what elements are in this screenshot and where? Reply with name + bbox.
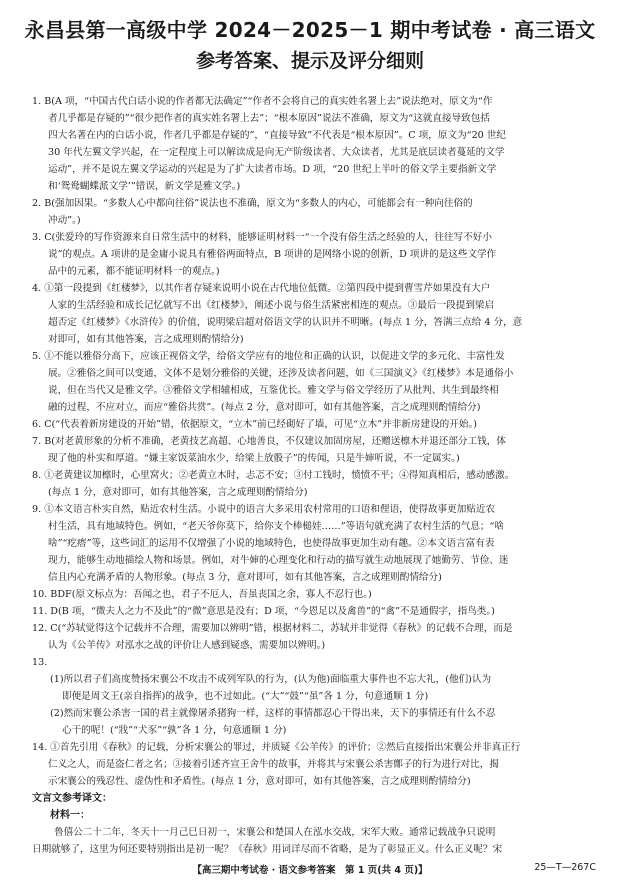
answer-14-line: 仁义之人，而是盗仁者之名；③接着引述齐宣王舍牛的故事，并将其与宋襄公杀害鄫子的行为进行对比，揭 xyxy=(48,759,499,770)
answer-12-line: 认为《公羊传》对泓水之战的评价让人感到疑惑，需要加以辨明。) xyxy=(48,640,326,651)
answer-10-line: 10. BDF(原文标点为：吾闻之也，君子不厄人，吾虽丧国之余，寡人不忍行也。) xyxy=(32,589,372,600)
answer-5-line: 融的过程，不应对立，而应“雅俗共赏”。(每点 2 分，意对即可，如有其他答案，言之成理则酌情给分) xyxy=(48,402,481,413)
answer-item-14 xyxy=(32,739,592,790)
translation-line: 日期就够了，这里为何还要特别指出是初一呢？《春秋》用词详尽而不省略，是为了彰显正义。什么正义呢？宋 xyxy=(32,844,503,855)
answer-item-7 xyxy=(32,433,592,467)
page-subtitle: 参考答案、提示及评分细则 xyxy=(195,50,424,72)
answer-14-line: 示宋襄公的残忍性、虚伪性和矛盾性。(每点 1 分，意对即可，如有其他答案，言之成理则酌情给分) xyxy=(48,776,471,787)
answer-4-line: 人家的生活经验和成长记忆就写不出《红楼梦》，阐述小说与俗生活紧密相连的观点。③最后一段提到梁启 xyxy=(48,300,495,311)
answer-13-part-1-line: (1)所以君子们高度赞扬宋襄公不攻击不成列军队的行为，(认为他)面临重大事件也不忘大礼，(他们)认为 xyxy=(50,674,492,685)
answer-13-part-2-line: (2)然而宋襄公杀害一国的君主就像屠杀猪狗一样，这样的事情都忍心干得出来，天下的事情还有什么不忍 xyxy=(50,708,496,719)
answer-item-9 xyxy=(32,501,592,586)
answer-3-line: 说”的观点。A 项讲的是金庸小说具有雅俗两面特点，B 项讲的是网络小说的创新，D 项讲的是这些文学作 xyxy=(48,249,497,260)
answer-9-line: 啥”“疙瘩”等，这些词汇的运用不仅增强了小说的地域特色，也使得故事更加生动有趣。②本文语言富有表 xyxy=(48,538,495,549)
answer-2-line: 2. B(强加因果。“多数人心中都向往俗”说法也不准确，原文为“多数人的内心，可能都会有一种向往俗的 xyxy=(32,198,473,209)
translation-section-title: 文言文参考译文： xyxy=(32,793,112,804)
answer-5-line: 展。②雅俗之间可以变通，文体不是划分雅俗的关键，还涉及读者问题，如《三国演义》《红楼梦》本是通俗小 xyxy=(48,368,514,379)
answer-item-1 xyxy=(32,93,592,195)
answer-item-12 xyxy=(32,620,592,654)
answer-13-part-2-line: 心干的呢！(“戕”“犬豕”“孰”各 1 分，句意通顺 1 分) xyxy=(62,725,287,736)
material-title: 材料一： xyxy=(50,810,90,821)
answer-9-line: 9. ①本文语言朴实自然，贴近农村生活。小说中的语言大多采用农村常用的口语和俚语，使得故事更加贴近农 xyxy=(32,504,496,515)
answer-item-13 xyxy=(32,654,592,739)
answers-container xyxy=(32,93,592,654)
answer-1-line: 四大名著在内的白话小说，作者几乎都是存疑的”，“直接导致”不代表是“根本原因”。C 项，原文为“20 世纪 xyxy=(48,130,507,141)
translation-line: 鲁僖公二十二年，冬天十一月己巳日初一，宋襄公和楚国人在泓水交战，宋军大败。通常记载战争只说明 xyxy=(54,827,496,838)
footer-code: 25—T—267C xyxy=(534,862,596,873)
answer-item-10 xyxy=(32,586,592,603)
answer-item-8 xyxy=(32,467,592,501)
answer-1-line: 1. B(A 项，“中国古代白话小说的作者都无法确定”“作者不会将自己的真实姓名署上去”说法绝对，原文为“作 xyxy=(32,96,493,107)
answer-item-4 xyxy=(32,280,592,348)
answer-14-line: 14. ①首先引用《春秋》的记载，分析宋襄公的罪过，并质疑《公羊传》的评价；②然后直接指出宋襄公并非真正行 xyxy=(32,742,521,753)
footer-page-info: 【高三期中考试卷 · 语文参考答案 第 1 页(共 4 页)】 xyxy=(192,865,428,876)
answer-13-part-1-line: 即便是周文王(亲自指挥)的战争，也不过如此。(“大”“鼓”“虽”各 1 分，句意通顺 1 分) xyxy=(62,691,429,702)
answer-4-line: 超否定《红楼梦》《水浒传》的价值，说明梁启超对俗语文学的认识并不明晰。(每点 1 分，答满三点给 4 分，意 xyxy=(48,317,523,328)
answer-3-line: 3. C(张爱玲的写作资源来自日常生活中的材料，能够证明材料一“一个没有俗生活之经验的人，往往写不好小 xyxy=(32,232,492,243)
answer-item-3 xyxy=(32,229,592,280)
answer-item-2 xyxy=(32,195,592,229)
answer-9-line: 信且内心充满矛盾的人物形象。(每点 3 分，意对即可，如有其他答案，言之成理则酌情给分) xyxy=(48,572,442,583)
answer-5-line: 说，但在当代又是雅文学。③雅俗文学相辅相成，互鉴优长。雅文学与俗文学经历了从批判、共生到最终相 xyxy=(48,385,499,396)
page-title: 永昌县第一高级中学 2024－2025－1 期中考试卷 · 高三语文 xyxy=(24,18,596,42)
answer-11-line: 11. D(B 项，“微夫人之力不及此”的“微”意思是没有；D 项，“今恩足以及禽兽”的“禽”不是通假字，指鸟类。) xyxy=(32,606,495,617)
answer-1-line: 和‘鸳鸯蝴蝶派文学’”错误，新文学是雅文学。) xyxy=(48,181,241,192)
answer-item-11 xyxy=(32,603,592,620)
answer-12-line: 12. C(“苏轼觉得这个记载并不合理，需要加以辨明”错，根据材料二，苏轼并非觉得《春秋》的记载不合理，而是 xyxy=(32,623,513,634)
answer-5-line: 5. ①不能以雅俗分高下，应该正视俗文学，给俗文学应有的地位和正确的认识，以促进文学的多元化、丰富性发 xyxy=(32,351,505,362)
answer-13-label: 13. xyxy=(32,657,48,668)
answer-1-line: 运动”，并不是说左翼文学运动的兴起是为了扩大读者市场。D 项，“20 世纪上半叶的俗文学主要指新文学 xyxy=(48,164,497,175)
answer-9-line: 村生活，具有地域特色。例如，“老天爷你莫下，给你支个棒槌娃……”等语句就充满了农村生活的气息；“啥 xyxy=(48,521,505,532)
answer-3-line: 品中的元素，都不能证明材料一的观点。) xyxy=(48,266,220,277)
answer-2-line: 冲动”。) xyxy=(48,215,81,226)
answer-4-line: 4. ①第一段提到《红楼梦》，以其作者存疑来说明小说在古代地位低微。②第四段中提到曹雪芹如果没有大户 xyxy=(32,283,491,294)
answer-item-5 xyxy=(32,348,592,416)
answer-9-line: 现力，能够生动地描绘人物和场景。例如，对牛婶的心理变化和行动的描写就生动地展现了她勤劳、节俭、迷 xyxy=(48,555,509,566)
answer-list xyxy=(32,93,592,858)
answer-6-line: 6. C(“代表着新房建设的开始”错，依据原文，“立木”前已经砌好了墙，可见“立木”并非新房建设的开始。) xyxy=(32,419,477,430)
answer-7-line: 现了他的朴实和厚道。“嫌主家饭菜油水少，给梁上放骰子”的传闻，只是牛婶听说，不一定属实。) xyxy=(48,453,460,464)
answer-item-6 xyxy=(32,416,592,433)
answer-1-line: 30 年代左翼文学兴起，在一定程度上可以解读成是向无产阶级读者、大众读者，尤其是底层读者蔓延的文学 xyxy=(48,147,505,158)
answer-1-line: 者几乎都是存疑的”“很少把作者的真实姓名署上去”；“根本原因”说法不准确，原文为“这就直接导致包括 xyxy=(48,113,490,124)
answer-4-line: 对即可，如有其他答案，言之成理则酌情给分) xyxy=(48,334,244,345)
answer-8-line: (每点 1 分，意对即可，如有其他答案，言之成理则酌情给分) xyxy=(48,487,308,498)
answer-7-line: 7. B(对老黄形象的分析不准确，老黄技艺高超、心地善良，不仅建议加固房屋，还赠送檩木并退还部分工钱，体 xyxy=(32,436,506,447)
answer-8-line: 8. ①老黄建议加檩时，心里窝火；②老黄立木时，忐忑不安；③付工钱时，愤愤不平；④得知真相后，感动感激。 xyxy=(32,470,515,481)
